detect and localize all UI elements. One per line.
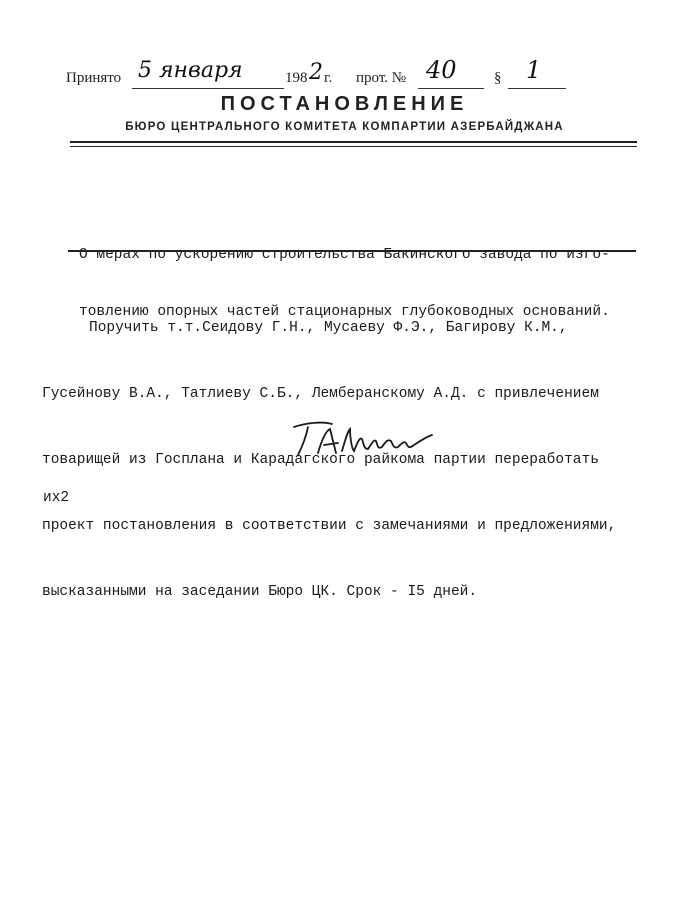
protocol-number: 40 [426,56,457,84]
document-subtitle: БЮРО ЦЕНТРАЛЬНОГО КОМИТЕТА КОМПАРТИИ АЗЕРБАЙДЖАНА [125,121,564,133]
date-blank [132,88,284,89]
body-line: Поручить т.т.Сеидову Г.Н., Мусаеву Ф.Э., Багирову К.М., [89,320,568,336]
header-rule-thick [70,141,637,143]
date-handwritten: 5 января [138,58,243,83]
section-blank [508,88,566,89]
section-symbol: § [494,70,502,86]
subject-underline [68,250,636,252]
body-line: Гусейнову В.А., Татлиеву С.Б., Лемберанскому А.Д. с привлечением [42,386,599,402]
protocol-blank [418,88,484,89]
subject-line: О мерах по ускорению строительства Бакинского завода по изго- [79,247,610,263]
protocol-label: прот. № [356,70,407,86]
year-suffix: г. [324,70,333,86]
acceptance-line [66,56,626,96]
file-reference: их2 [43,490,70,506]
section-number: 1 [526,56,542,84]
document-title: ПОСТАНОВЛЕНИЕ [220,93,469,115]
body-line: товарищей из Госплана и Карадагского райкома партии переработать [42,452,599,468]
body-line: проект постановления в соответствии с замечаниями и предложениями, [42,518,617,534]
year-handwritten: 2 [309,60,323,85]
header-rule-thin [70,146,637,147]
body-line: высказанными на заседании Бюро ЦК. Срок - I5 дней. [42,584,478,600]
accepted-label: Принято [66,70,122,86]
signature [288,415,438,465]
subject-line: товлению опорных частей стационарных глубоководных оснований. [79,304,610,320]
year-printed: 198 [285,70,308,86]
